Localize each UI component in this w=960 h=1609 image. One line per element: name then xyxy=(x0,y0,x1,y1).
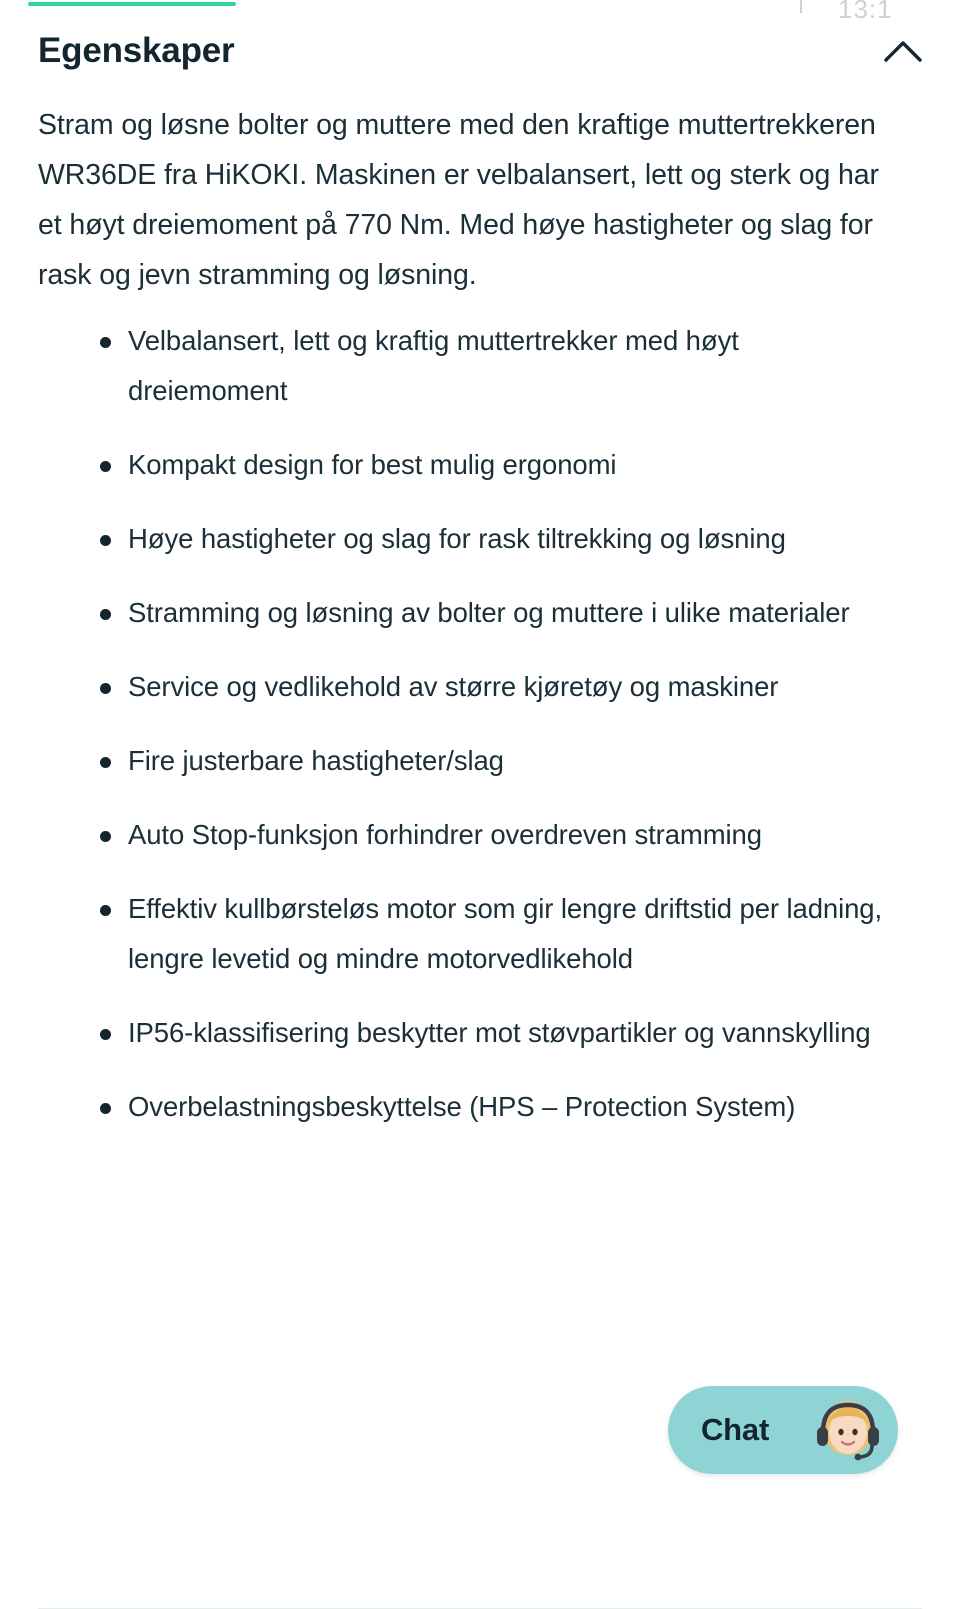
list-item xyxy=(38,440,900,490)
list-item xyxy=(38,810,900,860)
list-item xyxy=(38,1082,900,1132)
bullet-icon xyxy=(100,905,111,916)
list-item-text: IP56-klassifisering beskytter mot støvpartikler og vannskylling xyxy=(128,1017,871,1048)
bullet-icon xyxy=(100,461,111,472)
list-item xyxy=(38,1008,900,1058)
toolbar-divider xyxy=(800,0,802,13)
list-item xyxy=(38,588,900,638)
reading-progress-bar xyxy=(28,2,236,6)
feature-list xyxy=(38,316,900,1132)
list-item xyxy=(38,662,900,712)
list-item-text: Velbalansert, lett og kraftig muttertrekker med høyt dreiemoment xyxy=(128,325,739,406)
list-item-text: Auto Stop-funksjon forhindrer overdreven stramming xyxy=(128,819,762,850)
list-item-text: Fire justerbare hastigheter/slag xyxy=(128,745,504,776)
list-item-text: Høye hastigheter og slag for rask tiltrekking og løsning xyxy=(128,523,786,554)
bullet-icon xyxy=(100,757,111,768)
clock-text: 13:1 xyxy=(838,0,893,24)
list-item-text: Effektiv kullbørsteløs motor som gir lengre driftstid per ladning, lengre levetid og mindre motorvedlikehold xyxy=(128,893,883,974)
list-item xyxy=(38,736,900,786)
list-item-text: Stramming og løsning av bolter og muttere i ulike materialer xyxy=(128,597,850,628)
list-item-text: Service og vedlikehold av større kjøretøy og maskiner xyxy=(128,671,779,702)
list-item xyxy=(38,316,900,416)
bullet-icon xyxy=(100,683,111,694)
bullet-icon xyxy=(100,1029,111,1040)
bullet-icon xyxy=(100,831,111,842)
list-item xyxy=(38,514,900,564)
list-item xyxy=(38,884,900,984)
chevron-up-icon[interactable] xyxy=(880,31,926,71)
bullet-icon xyxy=(100,535,111,546)
accordion-header-egenskaper[interactable] xyxy=(0,22,960,80)
bullet-icon xyxy=(100,609,111,620)
chat-label: Chat xyxy=(701,1412,770,1447)
section-title: Egenskaper xyxy=(38,31,235,70)
accordion-content-egenskaper xyxy=(0,100,960,1156)
headset-agent-avatar-icon xyxy=(812,1394,884,1466)
bullet-icon xyxy=(100,337,111,348)
intro-paragraph: Stram og løsne bolter og muttere med den kraftige muttertrekkeren WR36DE fra HiKOKI. Maskinen er velbalansert, lett og sterk og har et høyt dreiemoment på 770 Nm. Med høye hastigheter og slag for rask og jevn stramming og løsning. xyxy=(38,109,879,291)
list-item-text: Kompakt design for best mulig ergonomi xyxy=(128,449,617,480)
chat-widget-button[interactable] xyxy=(668,1386,898,1474)
bullet-icon xyxy=(100,1103,111,1114)
top-progress-strip xyxy=(0,0,960,24)
list-item-text: Overbelastningsbeskyttelse (HPS – Protection System) xyxy=(128,1091,796,1122)
